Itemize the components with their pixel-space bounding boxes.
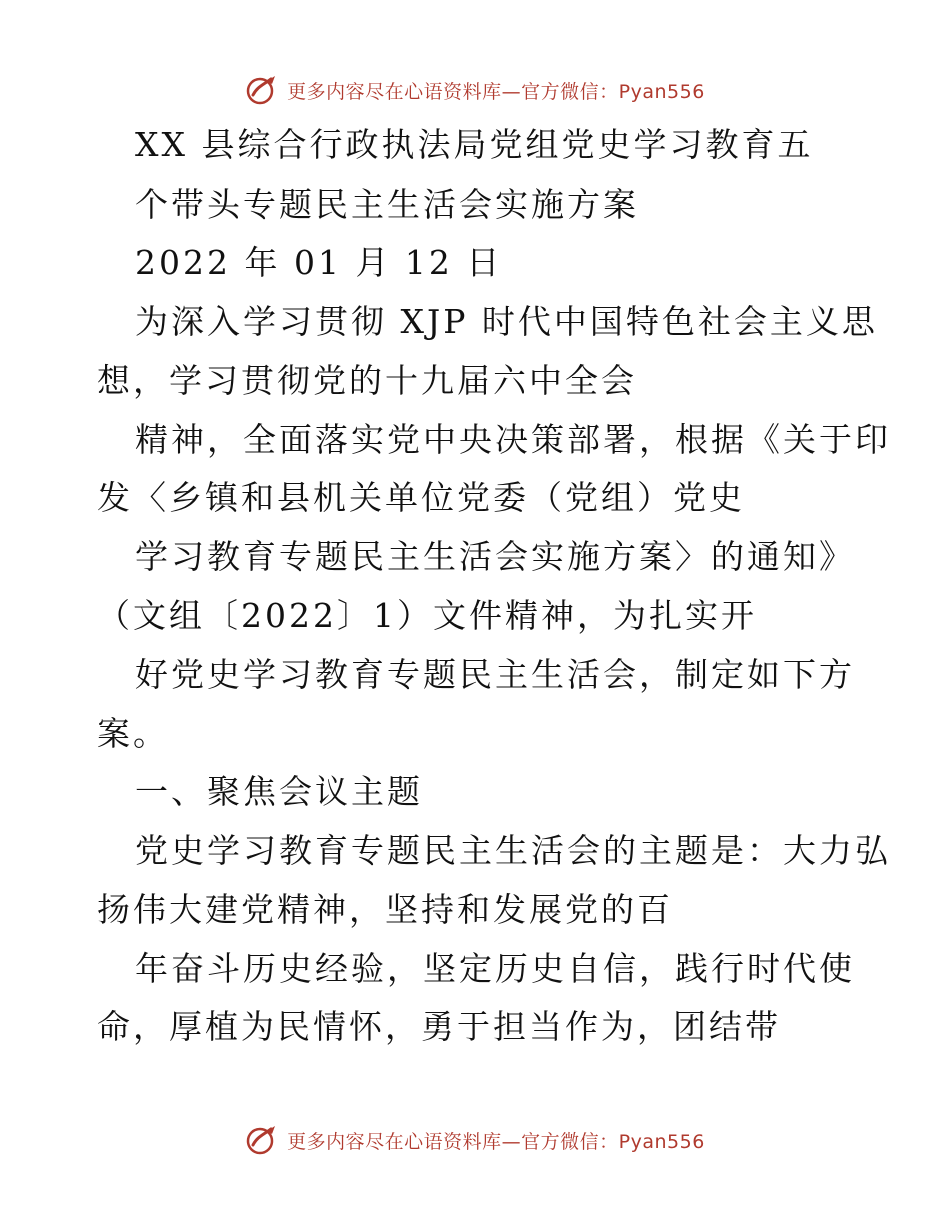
footer-watermark-banner bbox=[0, 1120, 950, 1160]
paragraph-line: 命，厚植为民情怀，勇于担当作为，团结带 bbox=[97, 1007, 781, 1046]
document-date: 2022 年 01 月 12 日 bbox=[135, 243, 503, 282]
paragraph-line: （文组〔2022〕1）文件精神，为扎实开 bbox=[97, 596, 757, 635]
paragraph-line: 党史学习教育专题民主生活会的主题是：大力弘 bbox=[135, 831, 891, 870]
paragraph-line: 扬伟大建党精神，坚持和发展党的百 bbox=[97, 890, 673, 929]
paragraph-line: 精神，全面落实党中央决策部署，根据《关于印 bbox=[135, 420, 891, 459]
paragraph-line: 年奋斗历史经验，坚定历史自信，践行时代使 bbox=[135, 949, 855, 988]
header-watermark-banner bbox=[0, 70, 950, 110]
paragraph-line: 学习教育专题民主生活会实施方案〉的通知》 bbox=[135, 537, 855, 576]
header-watermark-text: 更多内容尽在心语资料库—官方微信：Pyan556 bbox=[287, 80, 705, 103]
paragraph-line: 发〈乡镇和县机关单位党委（党组）党史 bbox=[97, 478, 745, 517]
paragraph-line: 为深入学习贯彻 XJP 时代中国特色社会主义思 bbox=[135, 302, 878, 341]
section-heading: 一、聚焦会议主题 bbox=[135, 772, 423, 811]
pen-swirl-logo-icon bbox=[245, 73, 279, 107]
paragraph-line: 好党史学习教育专题民主生活会，制定如下方 bbox=[135, 655, 855, 694]
document-title-line-1: XX 县综合行政执法局党组党史学习教育五 bbox=[135, 125, 814, 164]
pen-swirl-logo-icon bbox=[245, 1123, 279, 1157]
document-title-line-2: 个带头专题民主生活会实施方案 bbox=[135, 185, 639, 224]
paragraph-line: 想，学习贯彻党的十九届六中全会 bbox=[97, 361, 637, 400]
paragraph-line: 案。 bbox=[97, 714, 169, 753]
footer-watermark-text: 更多内容尽在心语资料库—官方微信：Pyan556 bbox=[287, 1130, 705, 1153]
